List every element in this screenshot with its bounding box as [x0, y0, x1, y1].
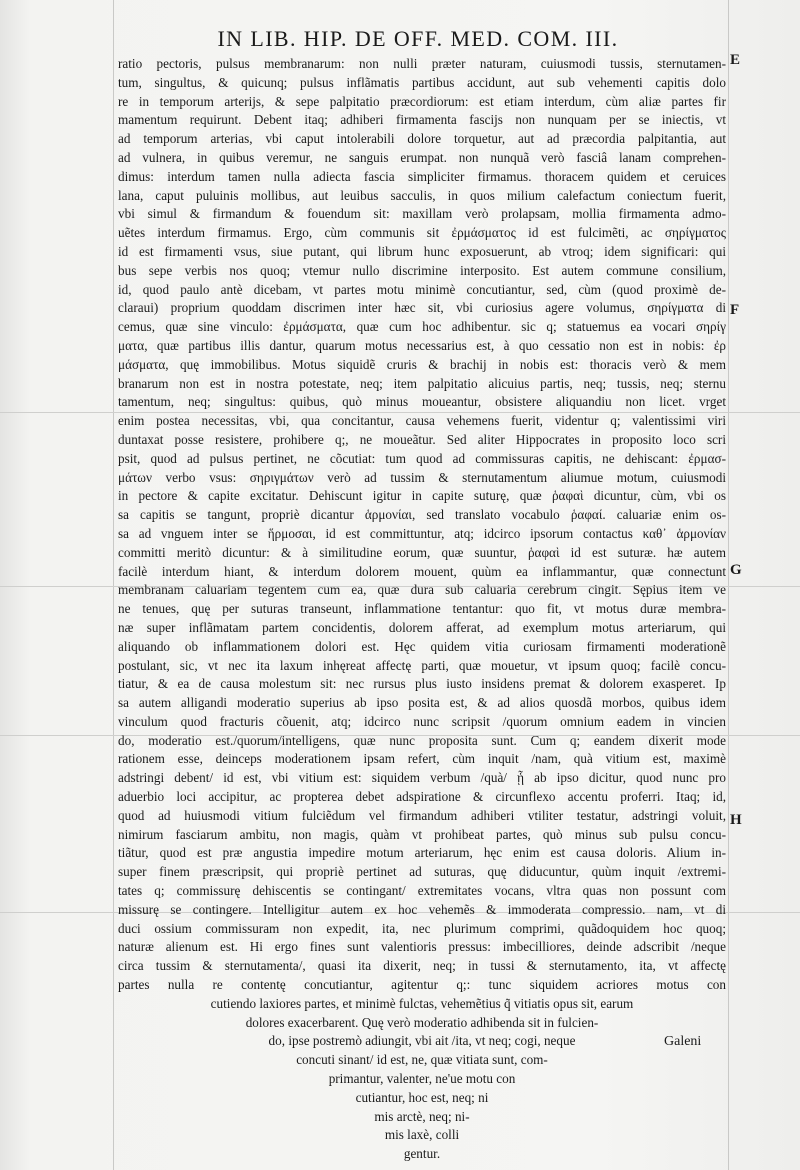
text-line: branarum non est in nostra potestate, neq; item palpitatio alicuius partis, neq; tussis, neq; sternu — [118, 375, 726, 391]
text-line: tiatur, & ea de causa molestum sit: nec rursus plus iusto insidens premat & dolorem exasperet. Ip — [118, 676, 726, 692]
text-line: do, ipse postremò adiungit, vbi ait /ita, vt neq; cogi, neque — [268, 1033, 576, 1049]
ruling-line-right — [728, 0, 729, 1170]
text-line: dolores exacerbarent. Quę verò moderatio adhibenda sit in fulcien- — [245, 1014, 599, 1030]
text-line: ματα, quæ partibus illis dantur, quarum motus necessarius est, à quo cessatio non est in nobis: ἐρ — [118, 337, 726, 353]
text-line: concuti sinant/ id est, ne, quæ vitiata sunt, com- — [296, 1052, 548, 1068]
catchword: Galeni — [664, 1034, 702, 1049]
text-line: vinculum quod fracturis cõuenit, atq; idcirco nunc scripsit /quorum omnium eadem in vincien — [118, 713, 726, 729]
text-line: mamentum requirunt. Debent itaq; adhiberi firmamenta fascijs non nunquam per se iniectis, vt — [118, 112, 726, 128]
text-line: partes nulla re contentę concutiantur, agitentur q;: tunc siquidem acriores motus con — [118, 977, 726, 993]
text-line: naturæ alienum est. Hi ergo fines sunt valentioris pressus: imbecilliores, deinde adscribit /neque — [118, 939, 726, 955]
text-line: μάσματα, quę immobilibus. Motus siquidẽ cruris & brachij in nobis est: thoracis verò & mem — [118, 356, 726, 372]
text-line: psit, quod ad pulsus pertinet, ne cõcutiat: tum quod ad commissuras capitis, ne dehiscant: ἐρμασ- — [118, 450, 726, 466]
text-line: tamentum, neq; singultus: quibus, quò minus moueantur, obsistere aliquandiu non licet. vrget — [118, 394, 726, 410]
text-line: super finem præscripsit, qui propriè pertinet ad suturas, quę diducuntur, quùm inquit /extremi- — [118, 864, 726, 880]
text-line: aliquando ob inflammationem dolori est. Hęc quidem vitia curiosam firmamenti moderationẽ — [118, 638, 726, 654]
text-line: mis laxè, colli — [384, 1127, 460, 1143]
text-line: postulant, sic, vt nec ita laxum inhęreat affectę parti, quæ mouetur, vt ipsum quoq; facilè concu- — [118, 657, 726, 673]
text-line: cutiendo laxiores partes, et minimè fulctas, vehemẽtius q̃ vitiatis opus sit, earum — [210, 995, 634, 1011]
text-line: bus sepe verbis nos quoq; vtemur nullo discrimine interposito. Est autem commune consilium, — [118, 262, 726, 278]
text-line: adstringi debent/ id est, vbi vitium est: siquidem verbum /quà/ ᾗ ab ipso dicitur, quod nunc pro — [118, 770, 726, 786]
margin-letter-h: H — [730, 812, 742, 828]
text-line: enim postea necessitas, vbi, qua concitantur, causa vehemens fuerit, videntur q; valentissimi viri — [118, 413, 726, 429]
text-line: sa ad vnguem inter se ἥρμοσαι, id est committuntur, atq; idcirco ipsorum contactus καθ᾽ ἁρμονίαν — [118, 525, 726, 541]
text-line: re in temporum arterijs, & sepe palpitatio præcordiorum: est etiam interdum, cùm aliæ partes fir — [118, 93, 726, 109]
text-line: tates q; commissurę dehiscentis se contingant/ extremitates vocans, vltra quas non possunt com — [118, 883, 726, 899]
text-line: cutiantur, hoc est, neq; ni — [355, 1089, 489, 1105]
text-line: primantur, valenter, ne'ue motu con — [328, 1071, 516, 1087]
text-line: id, quod paulo antè dicebam, vt partes motu minimè concutiantur, sed, cùm (quod proximè de- — [118, 281, 726, 297]
text-line: facilè interdum hiant, & interdum dolorem mouent, quùm ea inflammantur, quæ connectunt — [118, 563, 726, 579]
text-line: sa autem alligandi moderatio superius ab ipso posita est, & ad alios quosdã morbos, quibus idem — [118, 695, 726, 711]
text-line: duci ossium commissuram non expedit, ita, nec plurimum comprimi, quãdoquidem hoc quoq; — [118, 920, 726, 936]
margin-letter-e: E — [730, 52, 741, 68]
ruling-line-left — [113, 0, 114, 1170]
text-line: membranam caluariam tegentem cum ea, quæ dura sub caluaria cerebrum cingit. Sępius item ve — [118, 582, 726, 598]
margin-letter-f: F — [730, 302, 740, 318]
text-line: do, moderatio est./quorum/intelligens, quæ nunc proposita sunt. Cum q; eandem dixerit mode — [118, 732, 726, 748]
commentary-text — [118, 55, 726, 1164]
text-line: committi meritò dicuntur: & à similitudine eorum, quæ suuntur, ῥαφαὶ id est suturæ. hæ autem — [118, 544, 726, 560]
text-line: mis arctè, neq; ni- — [374, 1108, 470, 1124]
text-line: missurę se contingere. Intelligitur autem ex hoc vehemẽs & immoderata compressio. nam, vt di — [118, 901, 726, 917]
text-line: næ super inflãmatam partem concidentis, dolorem afferat, ad exemplum motus arteriarum, qui — [118, 619, 726, 635]
margin-letter-g: G — [730, 562, 742, 578]
text-line: dimus: interdum tamen nulla adiecta fascia simpliciter firmamus. thoracem quidem et ceruices — [118, 168, 726, 184]
text-line: cemus, quæ sine vinculo: ἐρμάσματα, quæ cum hoc adhibentur. sic q; statuemus ea vocari σηρίγ — [118, 319, 726, 335]
text-line: ratio pectoris, pulsus membranarum: non nulli præter naturam, cuiusmodi tussis, sternutamen- — [118, 56, 726, 71]
text-line: vbi simul & firmandum & fouendum sit: maxillam verò prolapsam, mollia firmamenta admo- — [118, 206, 726, 222]
text-line: ne tenues, quę per suturas transeunt, inflammatione tentantur: quo fit, vt motus duræ membra- — [118, 601, 726, 617]
text-line: circa tussim & sternutamenta/, quasi ita dixerit, neq; in tussi & sternutamento, ita, vt affectę — [118, 958, 726, 974]
text-line: μάτων verbo vsus: σηριγμάτων verò ad tussim & sternutamentum aliumue motum, cuiusmodi — [118, 469, 726, 485]
text-line: gentur. — [403, 1146, 441, 1162]
text-line: nimirum fasciarum ambitu, non magis, quàm vt prohibeat partes, quò minus sub pulsu concu- — [118, 826, 726, 842]
text-line: duntaxat posse resistere, prohibere q;, ne moueãtur. Sed aliter Hippocrates in proposito loco scri — [118, 431, 726, 447]
text-line: claraui) proprium quoddam discrimen inter hæc sit, vbi curiosius agere volumus, σηρίγματα di — [118, 300, 726, 316]
text-line: in pectore & capite excitatur. Dehiscunt igitur in capite suturę, quæ ῥαφαὶ dicuntur, cùm, vbi os — [118, 488, 726, 504]
text-line: ad vulnera, in quibus veremur, ne sanguis erumpat. non nunquã verò fasciâ lanam comprehen- — [118, 149, 726, 165]
text-line: lana, caput puluinis mollibus, aut leuibus sacculis, in quos milium calefactum coniectum fuerit, — [118, 187, 726, 203]
text-line: tiãtur, quod est præ angustia impedire motum arteriarum, hęc enim est causa doloris. Alium in- — [118, 845, 726, 861]
text-line: uẽtes interdum firmamus. Ergo, cùm communis sit ἐρμάσματος id est fulcimẽti, ac σηρίγματος — [118, 225, 726, 241]
text-line: rationem esse, deinceps moderationem ipsam refert, cùm inquit /nam, quà vitium est, maximè — [118, 751, 726, 767]
text-line: id est firmamenti vsus, siue putant, qui librum hunc exposuerunt, ab vtroq; idem significari: qui — [118, 243, 726, 259]
text-line: sa capitis se tangunt, propriè dicantur ἁρμονίαι, sed translato vocabulo ῥαφαί. caluariæ enim os- — [118, 507, 726, 523]
text-line: quod ad huiusmodi vitium fulciẽdum vel firmandum adhiberi vtiliter testatur, adstringi voluit, — [118, 807, 726, 823]
text-line: aduerbio loci accipitur, ac propterea debet adspiratione & circunflexo accentu proferri. Itaq; id, — [118, 789, 726, 805]
running-header: IN LIB. HIP. DE OFF. MED. COM. III. — [217, 26, 619, 51]
text-line: tum, singultus, & quicunq; pulsus inflãmatis partibus accidunt, aut sub vehementi capitis dolo — [118, 74, 726, 90]
text-line: ad temporum arterias, vbi caput intolerabili dolore torquetur, aut ad præcordia palpitantia, aut — [118, 131, 726, 147]
